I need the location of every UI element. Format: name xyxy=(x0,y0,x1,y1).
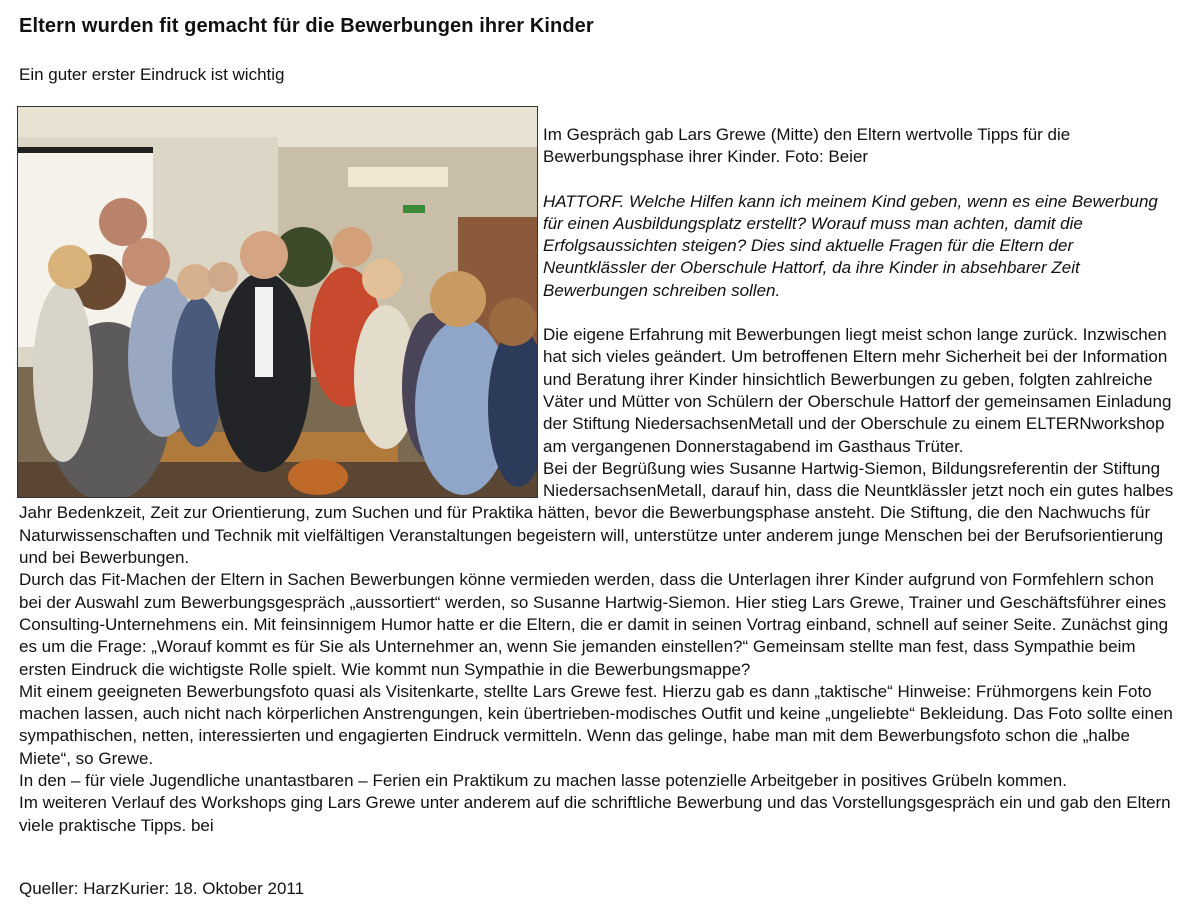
article-paragraph: Durch das Fit-Machen der Eltern in Sachen Bewerbungen könne vermieden werden, dass die Unterlagen ihrer Kinder aufgrund von Formfehlern schon bei der Auswahl zum Bewerbungsgespräch „aussortiert“ werden, so Susanne Hartwig-Siemon. Hier stieg Lars Grewe, Trainer und Geschäftsführer eines Consulting-Unternehmens ein. Mit feinsinnigem Humor hatte er die Eltern, die er damit in seinen Vortrag einband, schnell auf seiner Seite. Zunächst ging es um die Frage: „Worauf kommt es für Sie als Unternehmer an, wenn Sie jemanden einstellen?“ Gemeinsam stellte man fest, dass Sympathie beim ersten Eindruck die wichtigste Rolle spielt. Wie kommt nun Sympathie in die Bewerbungsmappe? xyxy=(19,570,1169,679)
article-paragraph: Mit einem geeigneten Bewerbungsfoto quasi als Visitenkarte, stellte Lars Grewe fest. Hierzu gab es dann „taktische“ Hinweise: Frühmorgens kein Foto machen lassen, auch nicht nach körperlichen Anstrengungen, kein übertrieben-modisches Outfit und keine „ungeliebte“ Bekleidung. Das Foto sollte einen sympathischen, netten, interessierten und engagierten Eindruck vermitteln. Wenn das gelinge, habe man mit dem Bewerbungsfoto schon die „halbe Miete“, so Grewe. xyxy=(19,681,1173,768)
article-paragraph: In den – für viele Jugendliche unantastbaren – Ferien ein Praktikum zu machen lasse potenzielle Arbeitgeber in positives Grübeln kommen. xyxy=(19,771,1067,791)
article-lead: HATTORF. Welche Hilfen kann ich meinem Kind geben, wenn es eine Bewerbung für einen Ausbildungsplatz erstellt? Worauf muss man achten, damit die Erfolgsaussichten steigen? Dies sind aktuelle Fragen für die Eltern der Neuntklässler der Oberschule Hattorf, da ihre Kinder in absehbarer Zeit Bewerbungen schreiben sollen. xyxy=(543,191,1158,300)
article-source: Queller: HarzKurier: 18. Oktober 2011 xyxy=(19,879,305,898)
article-body xyxy=(19,124,1179,837)
photo-caption: Im Gespräch gab Lars Grewe (Mitte) den Eltern wertvolle Tipps für die Bewerbungsphase ihrer Kinder. Foto: Beier xyxy=(543,125,1071,167)
article-subheadline: Ein guter erster Eindruck ist wichtig xyxy=(19,65,285,84)
article-paragraph: Im weiteren Verlauf des Workshops ging Lars Grewe unter anderem auf die schriftliche Bewerbung und das Vorstellungsgespräch ein und gab den Eltern viele praktische Tipps. bei xyxy=(19,793,1171,835)
article-headline: Eltern wurden fit gemacht für die Bewerbungen ihrer Kinder xyxy=(19,15,594,37)
article-paragraph: Bei der Begrüßung wies Susanne Hartwig-Siemon, Bildungsreferentin der Stiftung NiedersachsenMetall, darauf hin, dass die Neuntklässler jetzt noch ein gutes halbes Jahr Bedenkzeit, Zeit zur Orientierung, zum Suchen und für Praktika hätten, bevor die Bewerbungsphase ansteht. Die Stiftung, die den Nachwuchs für Naturwissenschaften und Technik mit vielfältigen Veranstaltungen begeistern will, unterstütze unter anderem junge Menschen bei der Berufsorientierung und bei Bewerbungen. xyxy=(19,458,1174,568)
article-paragraph: Die eigene Erfahrung mit Bewerbungen liegt meist schon lange zurück. Inzwischen hat sich vieles geändert. Um betroffenen Eltern mehr Sicherheit bei der Information und Beratung ihrer Kinder hinsichtlich Bewerbungen zu geben, folgten zahlreiche Väter und Mütter von Schülern der Oberschule Hattorf der gemeinsamen Einladung der Stiftung NiedersachsenMetall und der Oberschule zu einem ELTERNworkshop am vergangenen Donnerstagabend im Gasthaus Trüter. xyxy=(543,325,1172,456)
photo-text-wrap-spacer xyxy=(19,124,543,502)
